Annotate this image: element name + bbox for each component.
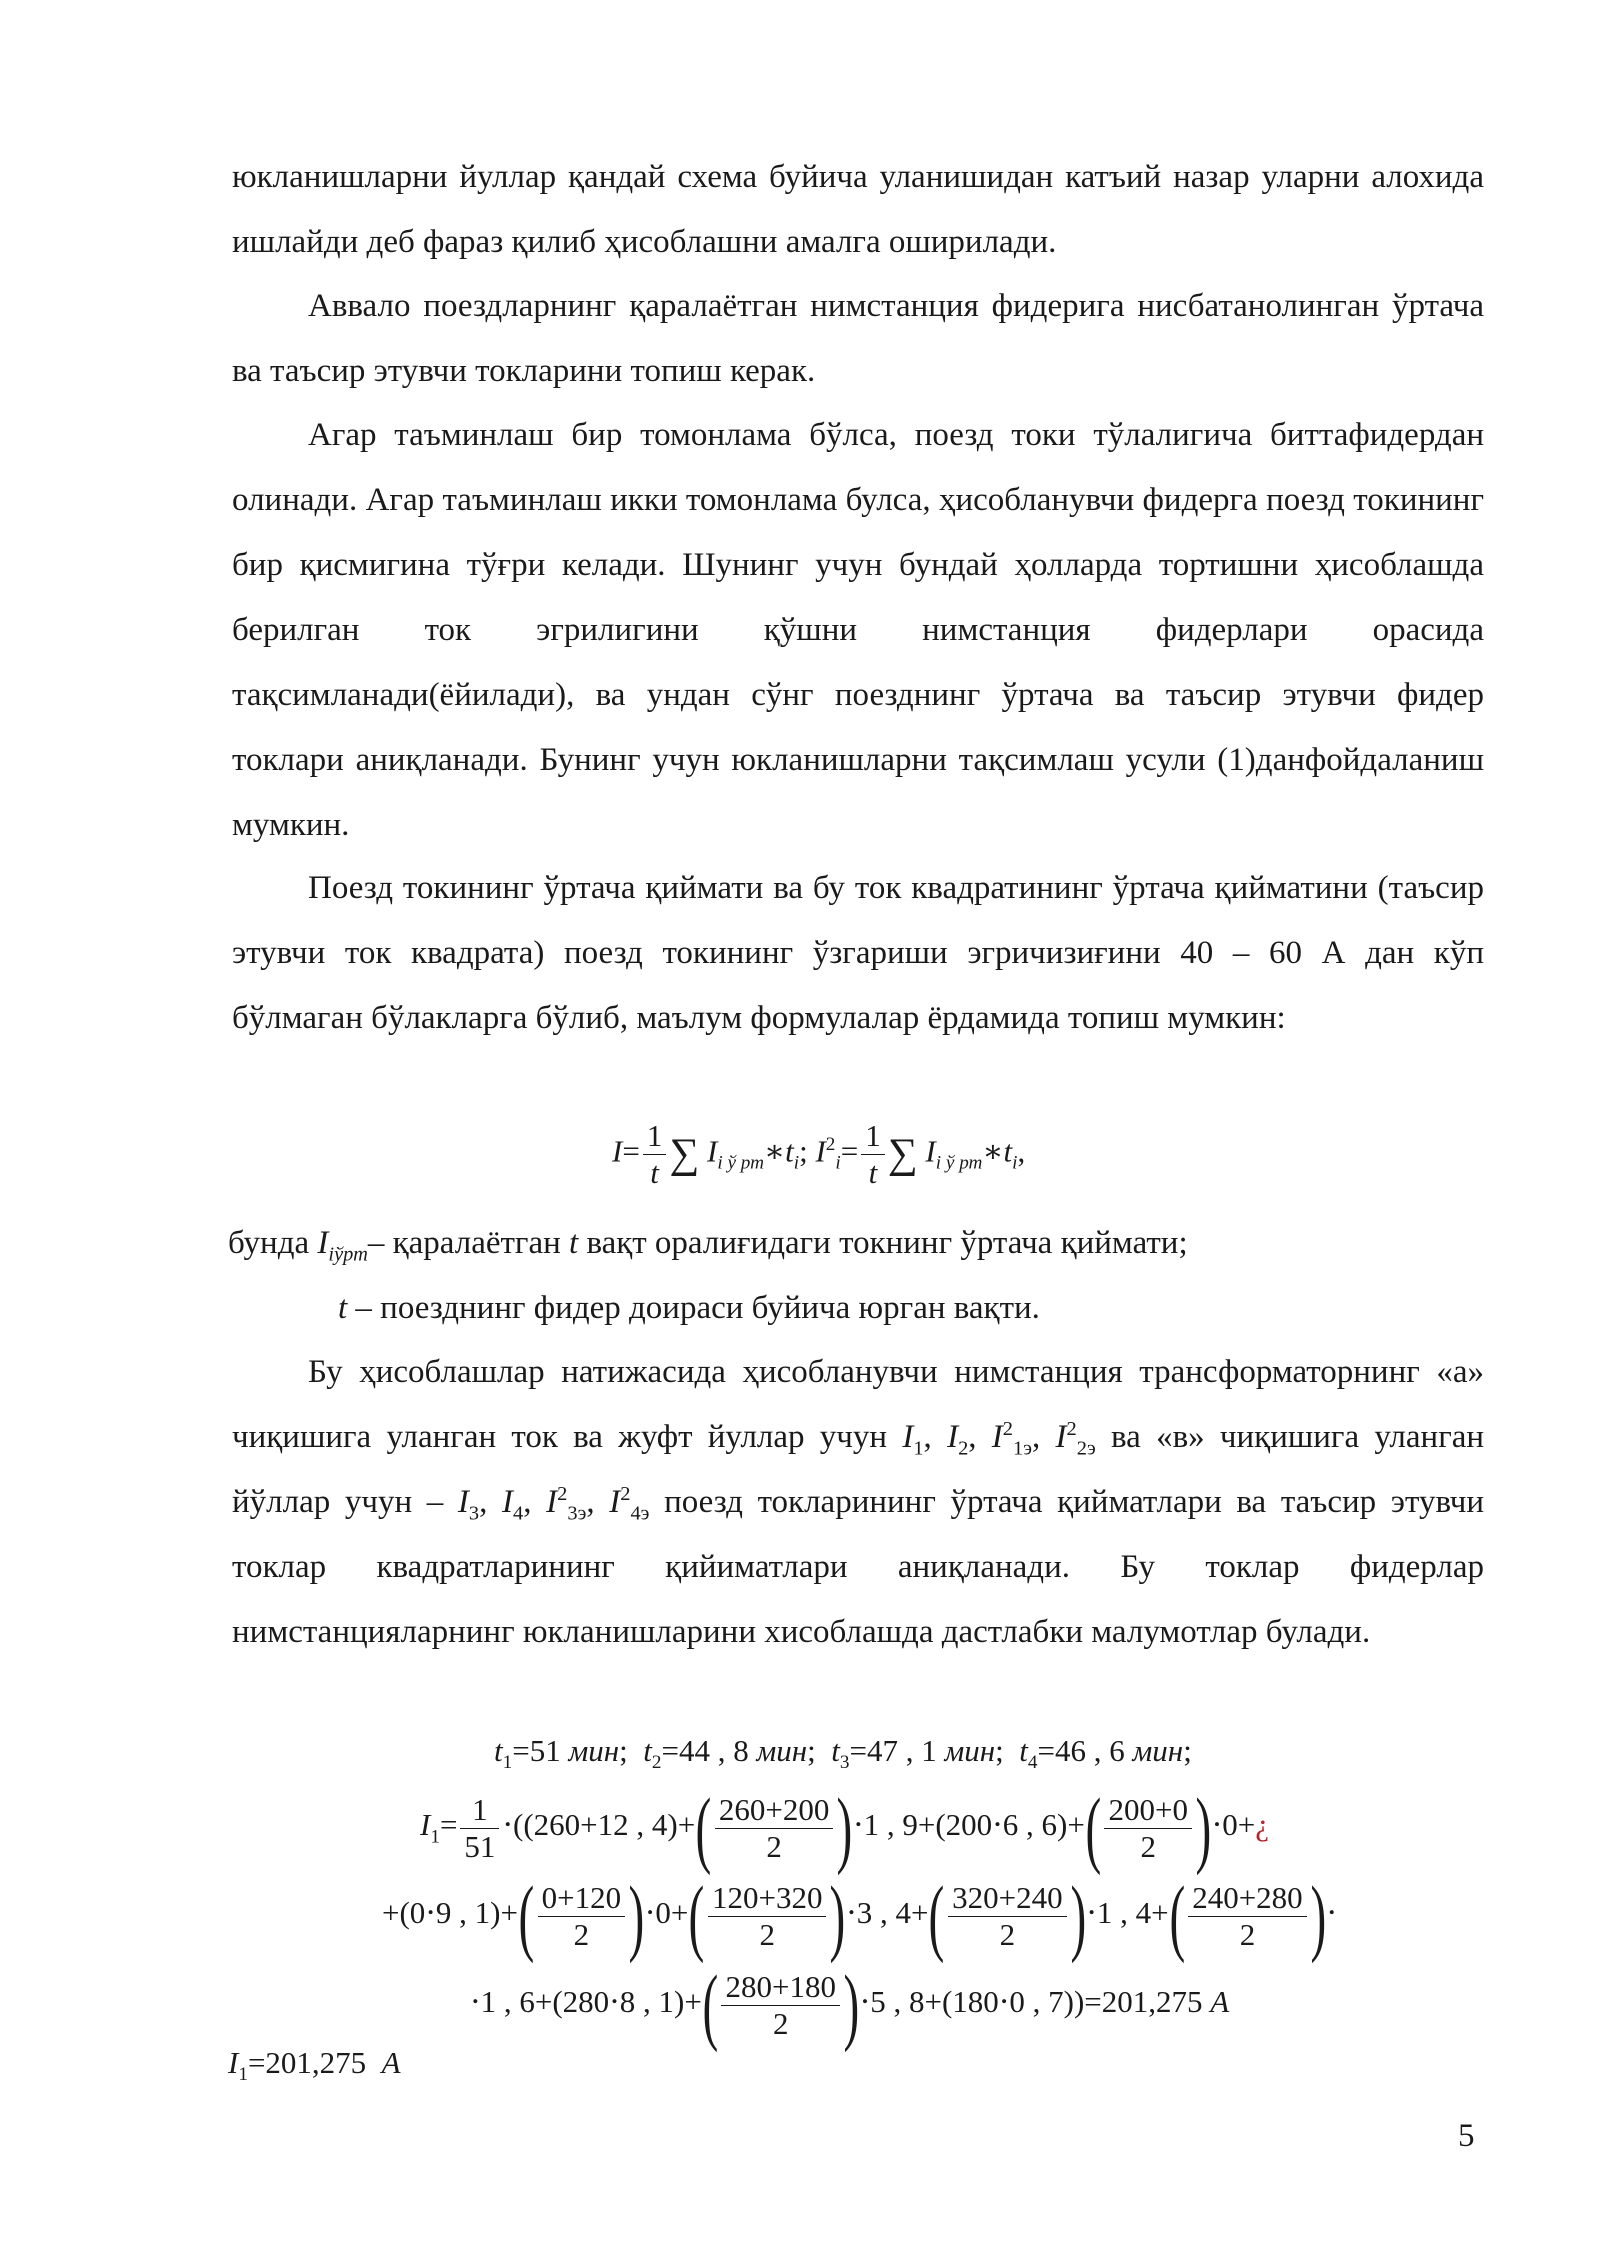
formula-mean-current: I= $\frac{1}{t}$ ∑ $I_{i ў рт}∗t_i$; $I^2_i=$ $\frac{1}{t}$ ∑ $I_{i ў рт}∗t_i$, bbox=[612, 1118, 1026, 1190]
page-number: 5 bbox=[1458, 2118, 1475, 2154]
times-line: $t_1=51$ мин; $t_2=44$ , 8 мин; $t_3=47$ , 1 мин; $t_4=46$ , 6 мин; bbox=[494, 1733, 1192, 1774]
paragraph-2: Аввало поездларнинг қаралаётган нимстанция фидерига нисбатанолинган ўртача ва таъсир этувчи токларини топиш керак. bbox=[232, 288, 1484, 389]
result-line: $I_1=201,275$ A bbox=[228, 2045, 401, 2086]
paragraph-4: Поезд токининг ўртача қиймати ва бу ток квадратининг ўртача қийматини (таъсир этувчи ток квадрата) поезд токининг ўзгариши эгричизиғини 40 – 60 А дан кўп бўлмаган бўлакларга бўлиб, маълум формулалар ёрдамида топиш мумкин: bbox=[232, 870, 1484, 1036]
paragraph-7: Бу ҳисоблашлар натижасида ҳисобланувчи нимстанция трансформаторнинг «а» чиқишига уланган ток ва жуфт йуллар учун $I_1$, $I_2$, $I^2_{1э}$, $I^2_{2э}$ ва «в» чиқишига уланган йўллар учун – $I_3$, $I_4$, $I^2_{3э}$, $I^2_{4э}$ поезд токларининг ўртача қийматлари ва таъсир этувчи токлар квадратларининг қийиматлари аниқланади. Бу токлар фидерлар нимстанцияларнинг юкланишларини хисоблашда дастлабки малумотлар булади. bbox=[232, 1354, 1485, 1650]
calc-line-2: +(0⋅9 , 1)+( $\frac{0+120}{2}$ )⋅0+( $\frac{120+320}{2}$ )⋅3 , 4+( $\frac{320+240}{2}$ )⋅1 , 4+( $\frac{240+280}{2}$ )⋅ bbox=[382, 1868, 1337, 1964]
paragraph-3: Агар таъминлаш бир томонлама бўлса, поезд токи тўлалигича биттафидердан олинади. Агар таъминлаш икки томонлама булса, ҳисобланувчи фидерга поезд токининг бир қисмигина тўғри келади. Шунинг учун бундай ҳолларда тортишни ҳисоблашда берилган ток эгрилигини қўшни нимстанция фидерлари орасида тақсимланади(ёйилади), ва ундан сўнг поезднинг ўртача ва таъсир этувчи фидер токлари аниқланади. Бунинг учун юкланишларни тақсимлаш усули (1)данфойдаланиш мумкин. bbox=[232, 417, 1484, 843]
calc-line-1: $I_1=$ $\frac{1}{51}$ ⋅((260+12 , 4)+( $\frac{260+200}{2}$ )⋅1 , 9+(200⋅6 , 6)+( $\frac{200+0}{2}$ )⋅0+¿ bbox=[420, 1780, 1269, 1876]
paragraph-5: бунда $I_{iўрт}-$ қаралаётган t вақт оралиғидаги токнинг ўртача қиймати; bbox=[228, 1225, 1188, 1266]
paragraph-6: t – поезднинг фидер доираси буйича юрган вақти. bbox=[338, 1290, 1040, 1326]
paragraph-1: юкланишларни йуллар қандай схема буйича уланишидан катъий назар уларни алохида ишлайди деб фараз қилиб ҳисоблашни амалга оширилади. bbox=[232, 159, 1484, 260]
calc-line-3: ⋅1 , 6+(280⋅8 , 1)+( $\frac{280+180}{2}$ )⋅5 , 8+(180⋅0 , 7))=201,275 A bbox=[470, 1957, 1230, 2053]
